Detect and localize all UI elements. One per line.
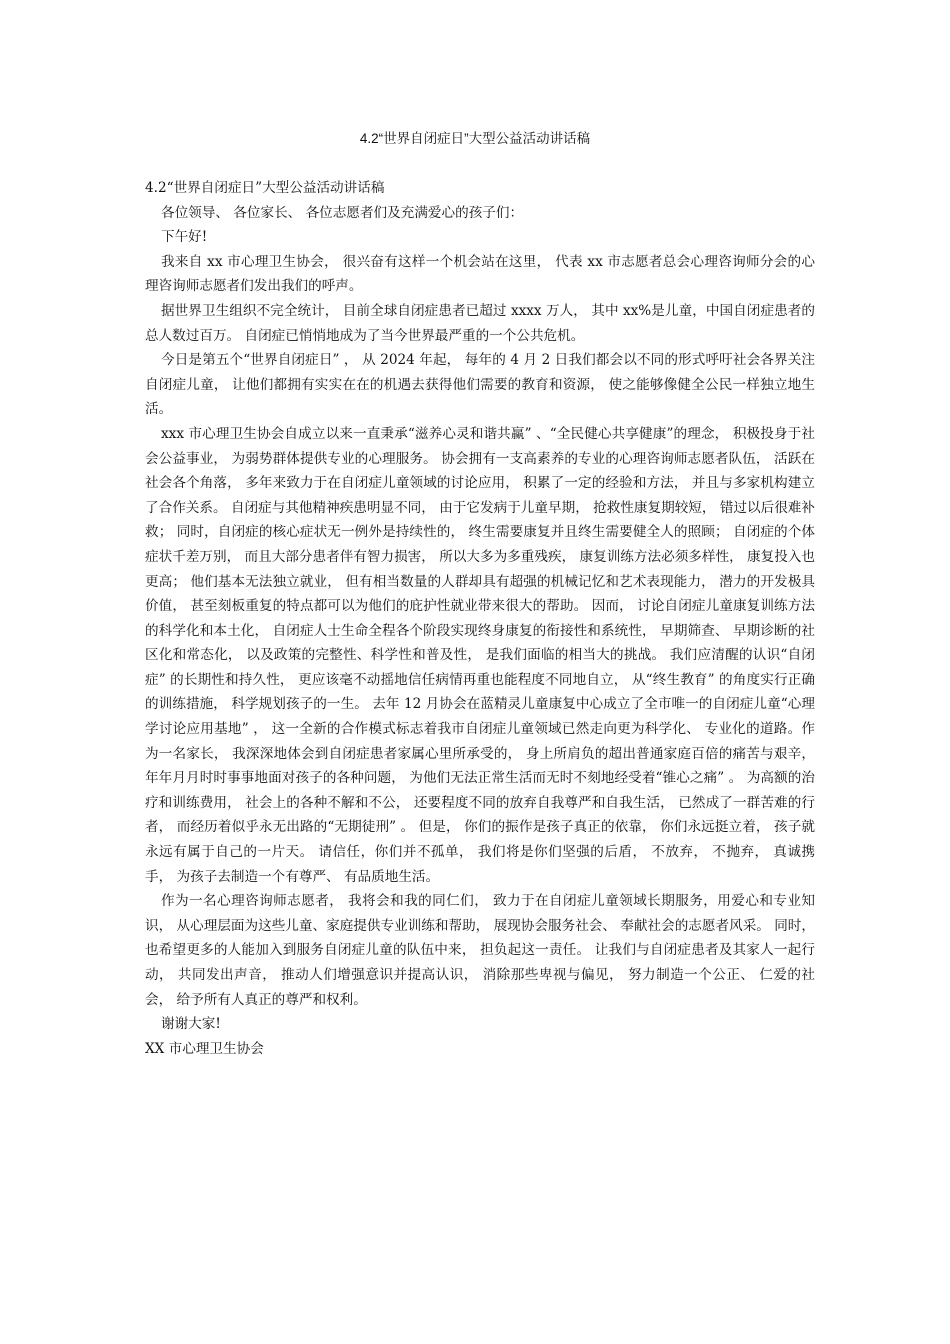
paragraph-autism-day: 今日是第五个“世界自闭症日” ， 从 2024 年起， 每年的 4 月 2 日我们都会以不同的形式呼吁社会各界关注自闭症儿童， 让他们都拥有实实在在的机遇去获得他们需要的教育和资源， 使之能够像健全公民一样独立地生活。 xyxy=(145,352,815,418)
paragraph-volunteer: 作为一名心理咨询师志愿者， 我将会和我的同仁们， 致力于在自闭症儿童领域长期服务，用爱心和专业知识， 从心理层面为这些儿童、家庭提供专业训练和帮助， 展现协会服务社会、 奉献社会的志愿者风采。 同时， 也希望更多的人能加入到服务自闭症儿童的队伍中来， 担负起这一责任。 让我们与自闭症患者及其家人一起行动， 共同发出声音， 推动人们增强意识并提高认识， 消除那些卑视与偏见， 努力制造一个公正、 仁爱的社会， 给予所有人真正的尊严和权利。 xyxy=(145,893,815,1008)
paragraph-statistics: 据世界卫生组织不完全统计， 目前全球自闭症患者已超过 xxxx 万人， 其中 xx%是儿童，中国自闭症患者的总人数过百万。 自闭症已悄悄地成为了当今世界最严重的一个公共危机。 xyxy=(145,302,815,344)
paragraph-association: xxx 市心理卫生协会自成立以来一直秉承“滋养心灵和谐共赢” 、“全民健心共享健康”的理念， 积极投身于社会公益事业， 为弱势群体提供专业的心理服务。 协会拥有一支高素养的专业的心理咨询师志愿者队伍， 活跃在社会各个角落， 多年来致力于在自闭症儿童领域的讨论应用， 积累了一定的经验和方法， 并且与多家机构建立了合作关系。 自闭症与其他精神疾患明显不同， 由于它发病于儿童早期， 抢救性康复期较短， 错过以后很难补救； 同时，自闭症的核心症状无一例外是持续性的， 终生需要康复并且终生需要健全人的照顾； 自闭症的个体症状千差万别， 而且大部分患者伴有智力损害， 所以大多为多重残疾， 康复训练方法必须多样性， 康复投入也更高； 他们基本无法独立就业， 但有相当数量的人群却具有超强的机械记忆和艺术表现能力， 潜力的开发极具价值， 甚至刻板重复的特点都可以为他们的庇护性就业带来很大的帮助。 因而， 讨论自闭症儿童康复训练方法的科学化和本土化， 自闭症人士生命全程各个阶段实现终身康复的衔接性和系统性， 早期筛查、 早期诊断的社区化和常态化， 以及政策的完整性、科学性和普及性， 是我们面临的相当大的挑战。 我们应清醒的认识“自闭症” 的长期性和持久性， 更应该毫不动摇地信任病情再重也能程度不同地自立， 从“终生教育” 的角度实行正确的训练措施， 科学规划孩子的一生。 去年 12 月协会在蓝精灵儿童康复中心成立了全市唯一的自闭症儿童“心理学讨论应用基地” ， 这一全新的合作模式标志着我市自闭症儿童领域已然走向更为科学化、 专业化的道路。作为一名家长， 我深深地体会到自闭症患者家属心里所承受的， 身上所肩负的超出普通家庭百倍的痛苦与艰辛， 年年月月时时事事地面对孩子的各种问题， 为他们无法正常生活而无时不刻地经受着“锥心之痛” 。 为高额的治疗和训练费用， 社会上的各种不解和不公， 还要程度不同的放弃自我尊严和自我生活， 已然成了一群苦难的行者， 而经历着似乎永无出路的“无期徒刑” 。 但是， 你们的振作是孩子真正的依靠， 你们永远挺立着， 孩子就永远有属于自己的一片天。 请信任，你们并不孤单， 我们将是你们坚强的后盾， 不放弃， 不抛弃， 真诚携手， 为孩子去制造一个有尊严、 有品质地生活。 xyxy=(145,425,815,885)
paragraph-intro: 我来自 xx 市心理卫生协会， 很兴奋有这样一个机会站在这里， 代表 xx 市志愿者总会心理咨询师分会的心理咨询师志愿者们发出我们的呼声。 xyxy=(145,253,815,295)
closing: 谢谢大家! xyxy=(161,1016,221,1033)
document-body xyxy=(145,176,815,1061)
salutation: 各位领导、 各位家长、 各位志愿者们及充满爱心的孩子们： xyxy=(161,204,524,221)
document-title: 4.2“世界自闭症日”大型公益活动讲话稿 xyxy=(359,131,591,146)
heading-line: 4.2“世界自闭症日”大型公益活动讲话稿 xyxy=(145,180,385,196)
signature: XX 市心理卫生协会 xyxy=(145,1040,264,1057)
greeting: 下午好! xyxy=(161,229,208,246)
